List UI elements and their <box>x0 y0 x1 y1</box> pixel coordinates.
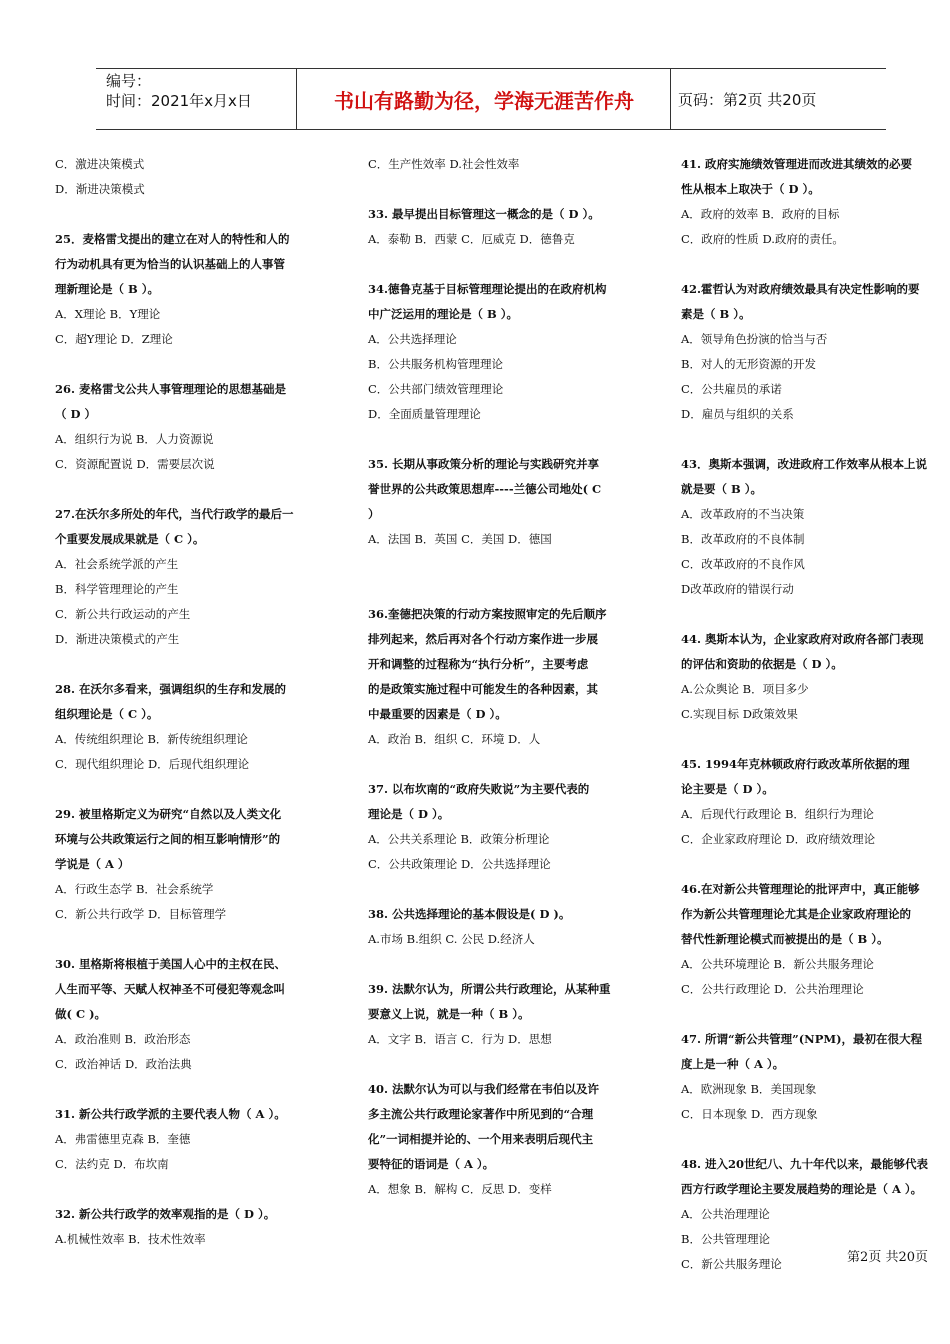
question-text: 排列起来，然后再对各个行动方案作进一步展 <box>368 632 598 646</box>
question-block <box>681 1027 939 1127</box>
question-text: 要特征的语词是（ A ）。 <box>368 1157 495 1171</box>
answer-option: A．社会系统学派的产生 <box>55 557 179 571</box>
answer-option: A．公共环境理论 B．新公共服务理论 <box>681 957 874 971</box>
answer-option: D．渐进决策模式的产生 <box>55 632 180 646</box>
question-block <box>55 1102 313 1177</box>
question-text: 组织理论是（ C ）。 <box>55 707 159 721</box>
answer-option: A．法国 B．英国 C．美国 D．德国 <box>368 532 552 546</box>
question-text: ） <box>368 507 380 521</box>
answer-option: D改革政府的错误行动 <box>681 582 794 596</box>
answer-option: A．政府的效率 B．政府的目标 <box>681 207 840 221</box>
question-text: 替代性新理论模式而被提出的是（ B ）。 <box>681 932 889 946</box>
header-divider <box>670 69 671 129</box>
question-text: （ D ） <box>55 407 96 421</box>
answer-option: C．新公共行政学 D．目标管理学 <box>55 907 227 921</box>
question-text: 36.奎德把决策的行动方案按照审定的先后顺序 <box>368 607 607 621</box>
answer-option: A．政治 B．组织 C．环境 D．人 <box>368 732 541 746</box>
answer-option: B．改革政府的不良体制 <box>681 532 805 546</box>
question-text: 48. 进入20世纪八、九十年代以来，最能够代表 <box>681 1157 929 1171</box>
question-block <box>368 452 626 552</box>
answer-option: C．公共政策理论 D．公共选择理论 <box>368 857 551 871</box>
answer-option: A.公众舆论 B．项目多少 <box>681 682 809 696</box>
question-block <box>368 977 626 1052</box>
question-text: 39. 法默尔认为，所谓公共行政理论，从某种重 <box>368 982 611 996</box>
answer-option: A．领导角色扮演的恰当与否 <box>681 332 828 346</box>
question-text: 45. 1994年克林顿政府行政改革所依据的理 <box>681 757 910 771</box>
question-text: 人生而平等、天赋人权神圣不可侵犯等观念叫 <box>55 982 285 996</box>
question-text: 理新理论是（ B ）。 <box>55 282 159 296</box>
question-text: 度上是一种（ A ）。 <box>681 1057 785 1071</box>
answer-option: C．政府的性质 D.政府的责任。 <box>681 232 844 246</box>
answer-option: D．全面质量管理理论 <box>368 407 481 421</box>
question-block <box>681 752 939 852</box>
question-text: 30. 里格斯将根植于美国人心中的主权在民、 <box>55 957 287 971</box>
question-text: 环境与公共政策运行之间的相互影响情形”的 <box>55 832 281 846</box>
question-text: 化”一词相提并论的、一个用来表明后现代主 <box>368 1132 594 1146</box>
answer-option: A．后现代行政理论 B．组织行为理论 <box>681 807 874 821</box>
question-block <box>368 902 626 952</box>
question-text: 31. 新公共行政学派的主要代表人物（ A ）。 <box>55 1107 286 1121</box>
question-text: 26. 麦格雷戈公共人事管理理论的思想基础是 <box>55 382 287 396</box>
answer-option: C．激进决策模式 <box>55 157 145 171</box>
question-text: 47. 所谓“新公共管理”(NPM)，最初在很大程 <box>681 1032 923 1046</box>
answer-option: A．改革政府的不当决策 <box>681 507 805 521</box>
question-text: 41. 政府实施绩效管理进而改进其绩效的必要 <box>681 157 913 171</box>
answer-option: C．改革政府的不良作风 <box>681 557 805 571</box>
question-text: 作为新公共管理理论尤其是企业家政府理论的 <box>681 907 911 921</box>
question-block <box>55 802 313 927</box>
question-block <box>55 677 313 777</box>
question-block <box>55 152 313 202</box>
question-text: 中广泛运用的理论是（ B ）。 <box>368 307 518 321</box>
question-text: 25．麦格雷戈提出的建立在对人的特性和人的 <box>55 232 290 246</box>
question-text: 素是（ B ）。 <box>681 307 751 321</box>
question-block <box>681 877 939 1002</box>
question-text: 论主要是（ D ）。 <box>681 782 774 796</box>
question-block <box>368 152 626 177</box>
answer-option: A．行政生态学 B．社会系统学 <box>55 882 214 896</box>
question-text: 37. 以布坎南的“政府失败说”为主要代表的 <box>368 782 590 796</box>
question-text: 就是要（ B ）。 <box>681 482 762 496</box>
question-text: 35. 长期从事政策分析的理论与实践研究并享 <box>368 457 600 471</box>
answer-option: A．X理论 B．Y理论 <box>55 307 161 321</box>
answer-option: B．对人的无形资源的开发 <box>681 357 816 371</box>
question-text: 中最重要的因素是（ D ）。 <box>368 707 507 721</box>
answer-option: A．欧洲现象 B．美国现象 <box>681 1082 817 1096</box>
answer-option: B．公共管理理论 <box>681 1232 770 1246</box>
column-3 <box>681 152 939 1302</box>
question-block <box>368 577 626 752</box>
question-text <box>368 577 626 602</box>
answer-option: C．企业家政府理论 D．政府绩效理论 <box>681 832 876 846</box>
question-text: 27.在沃尔多所处的年代，当代行政学的最后一 <box>55 507 294 521</box>
answer-option: A．弗雷德里克森 B．奎德 <box>55 1132 191 1146</box>
answer-option: A．公共选择理论 <box>368 332 457 346</box>
question-block <box>681 452 939 602</box>
answer-option: B．科学管理理论的产生 <box>55 582 179 596</box>
header-divider <box>296 69 297 129</box>
question-text: 29. 被里格斯定义为研究“自然以及人类文化 <box>55 807 282 821</box>
question-text: 开和调整的过程称为“执行分析”，主要考虑 <box>368 657 589 671</box>
header-number-label: 编号： <box>106 72 152 90</box>
header-meta <box>106 71 296 111</box>
question-text: 46.在对新公共管理理论的批评声中，真正能够 <box>681 882 920 896</box>
answer-option: C．生产性效率 D.社会性效率 <box>368 157 520 171</box>
question-text: 42.霍哲认为对政府绩效最具有决定性影响的要 <box>681 282 920 296</box>
answer-option: C．日本现象 D．西方现象 <box>681 1107 818 1121</box>
answer-option: A．泰勒 B．西蒙 C．厄威克 D．德鲁克 <box>368 232 575 246</box>
question-block <box>55 377 313 477</box>
answer-option: C．政治神话 D．政治法典 <box>55 1057 192 1071</box>
question-text: 性从根本上取决于（ D ）。 <box>681 182 820 196</box>
question-block <box>681 627 939 727</box>
answer-option: A．文字 B．语言 C．行为 D．思想 <box>368 1032 552 1046</box>
answer-option: D．渐进决策模式 <box>55 182 145 196</box>
question-block <box>368 777 626 877</box>
question-text: 行为动机具有更为恰当的认识基础上的人事管 <box>55 257 285 271</box>
answer-option: A．公共治理理论 <box>681 1207 770 1221</box>
question-text: 28. 在沃尔多看来，强调组织的生存和发展的 <box>55 682 287 696</box>
question-text: 43．奥斯本强调，改进政府工作效率从根本上说 <box>681 457 928 471</box>
question-text: 做( C )。 <box>55 1007 107 1021</box>
answer-option: D．雇员与组织的关系 <box>681 407 794 421</box>
question-text: 理论是（ D ）。 <box>368 807 450 821</box>
header-page-label: 页码：第2页 共20页 <box>678 91 817 109</box>
answer-option: C．现代组织理论 D．后现代组织理论 <box>55 757 250 771</box>
question-block <box>55 502 313 652</box>
answer-option: C．超Y理论 D．Z理论 <box>55 332 173 346</box>
page-header <box>96 68 886 130</box>
answer-option: C．公共行政理论 D．公共治理理论 <box>681 982 864 996</box>
column-1 <box>55 152 313 1277</box>
page-footer: 第2页 共20页 <box>847 1250 928 1265</box>
answer-option: C．法约克 D．布坎南 <box>55 1157 169 1171</box>
answer-option: C．公共雇员的承诺 <box>681 382 782 396</box>
question-block <box>55 227 313 352</box>
question-block <box>681 277 939 427</box>
question-text: 44. 奥斯本认为，企业家政府对政府各部门表现 <box>681 632 924 646</box>
question-text: 32. 新公共行政学的效率观指的是（ D ）。 <box>55 1207 276 1221</box>
answer-option: A.市场 B.组织 C. 公民 D.经济人 <box>368 932 535 946</box>
question-text: 多主流公共行政理论家著作中所见到的“合理 <box>368 1107 594 1121</box>
answer-option: A．组织行为说 B．人力资源说 <box>55 432 214 446</box>
question-block <box>55 1202 313 1252</box>
question-block <box>681 152 939 252</box>
answer-option: C．资源配置说 D．需要层次说 <box>55 457 215 471</box>
answer-option: A.机械性效率 B．技术性效率 <box>55 1232 206 1246</box>
question-text: 的是政策实施过程中可能发生的各种因素，其 <box>368 682 598 696</box>
question-text: 学说是（ A ） <box>55 857 130 871</box>
question-text: 誉世界的公共政策思想库----兰德公司地处( C <box>368 482 602 496</box>
question-text: 的评估和资助的依据是（ D ）。 <box>681 657 843 671</box>
answer-option: A．传统组织理论 B．新传统组织理论 <box>55 732 248 746</box>
question-text: 40. 法默尔认为可以与我们经常在韦伯以及许 <box>368 1082 600 1096</box>
header-time-label: 时间：2021年x月x日 <box>106 92 252 110</box>
question-text: 34.德鲁克基于目标管理理论提出的在政府机构 <box>368 282 607 296</box>
question-block <box>368 277 626 427</box>
answer-option: C．公共部门绩效管理理论 <box>368 382 504 396</box>
header-motto: 书山有路勤为径，学海无涯苦作舟 <box>334 89 634 113</box>
answer-option: C.实现目标 D政策效果 <box>681 707 798 721</box>
question-block <box>368 202 626 252</box>
answer-option: A．想象 B．解构 C．反思 D．变样 <box>368 1182 552 1196</box>
answer-option: A．公共关系理论 B．政策分析理论 <box>368 832 550 846</box>
column-2 <box>368 152 626 1227</box>
question-text: 个重要发展成果就是（ C ）。 <box>55 532 205 546</box>
answer-option: B．公共服务机构管理理论 <box>368 357 503 371</box>
answer-option: C．新公共行政运动的产生 <box>55 607 191 621</box>
question-text: 33. 最早提出目标管理这一概念的是（ D ）。 <box>368 207 600 221</box>
question-text: 西方行政学理论主要发展趋势的理论是（ A ）。 <box>681 1182 923 1196</box>
answer-option: A．政治准则 B．政治形态 <box>55 1032 191 1046</box>
question-text: 要意义上说，就是一种（ B ）。 <box>368 1007 530 1021</box>
question-block <box>368 1077 626 1202</box>
question-block <box>55 952 313 1077</box>
answer-option: C．新公共服务理论 <box>681 1257 782 1271</box>
question-text: 38. 公共选择理论的基本假设是( D )。 <box>368 907 571 921</box>
